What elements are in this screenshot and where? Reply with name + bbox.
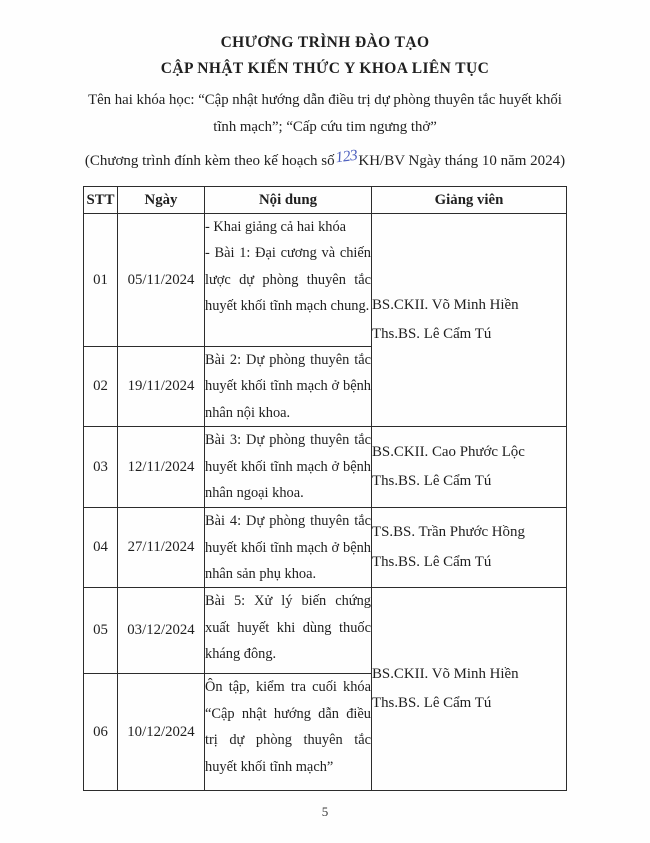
- content-line: Ôn tập, kiểm tra cuối khóa “Cập nhật hướng dẫn điều trị dự phòng thuyên tắc huyết khối tĩnh mạch”: [205, 679, 371, 775]
- date-cell: 12/11/2024: [118, 427, 205, 508]
- instructor-line: BS.CKII. Cao Phước Lộc: [372, 443, 525, 460]
- schedule-table-wrapper: [0, 186, 650, 791]
- instructor-line: Ths.BS. Lê Cẩm Tú: [372, 473, 492, 490]
- doc-title-line2: CẬP NHẬT KIẾN THỨC Y KHOA LIÊN TỤC: [160, 60, 490, 77]
- stt-cell: 03: [84, 427, 118, 508]
- content-line: Bài 2: Dự phòng thuyên tắc huyết khối tĩnh mạch ở bệnh nhân nội khoa.: [205, 352, 371, 421]
- course-names-paragraph: Tên hai khóa học: “Cập nhật hướng dẫn điều trị dự phòng thuyên tắc huyết khối tĩnh mạch”; “Cấp cứu tim ngưng thở”: [88, 92, 562, 135]
- date-cell: 03/12/2024: [118, 588, 205, 674]
- stt-cell: 05: [84, 588, 118, 674]
- content-line: Bài 4: Dự phòng thuyên tắc huyết khối tĩnh mạch ở bệnh nhân sản phụ khoa.: [205, 513, 371, 583]
- instructor-line: Ths.BS. Lê Cẩm Tú: [372, 695, 492, 712]
- instructor-cell: [372, 508, 567, 588]
- instructor-cell: [372, 214, 567, 427]
- content-cell: [205, 347, 372, 427]
- table-row: [84, 214, 567, 347]
- date-cell: 19/11/2024: [118, 347, 205, 427]
- plan-suffix: KH/BV Ngày tháng 10 năm 2024): [358, 153, 566, 169]
- plan-prefix: (Chương trình đính kèm theo kế hoạch số: [84, 153, 335, 169]
- col-header-content: Nội dung: [205, 187, 372, 214]
- page-number: 5: [321, 804, 329, 819]
- schedule-table: [83, 186, 567, 791]
- instructor-line: TS.BS. Trần Phước Hồng: [372, 524, 525, 541]
- content-line: Bài 5: Xử lý biến chứng xuất huyết khi dùng thuốc kháng đông.: [205, 593, 371, 663]
- content-cell: [205, 427, 372, 508]
- date-cell: 10/12/2024: [118, 674, 205, 791]
- instructor-line: Ths.BS. Lê Cẩm Tú: [372, 326, 492, 343]
- doc-title-line1: CHƯƠNG TRÌNH ĐÀO TẠO: [220, 34, 430, 51]
- table-header-row: [84, 187, 567, 214]
- instructor-cell: [372, 588, 567, 791]
- content-line: Bài 3: Dự phòng thuyên tắc huyết khối tĩnh mạch ở bệnh nhân ngoại khoa.: [205, 432, 371, 502]
- col-header-stt: STT: [84, 187, 118, 214]
- table-row: [84, 427, 567, 508]
- content-cell: [205, 214, 372, 347]
- content-line: - Bài 1: Đại cương và chiến lược dự phòng thuyên tắc huyết khối tĩnh mạch chung.: [205, 245, 371, 315]
- content-cell: [205, 588, 372, 674]
- date-cell: 05/11/2024: [118, 214, 205, 347]
- content-cell: [205, 674, 372, 791]
- document-title-block: [0, 30, 650, 82]
- stt-cell: 02: [84, 347, 118, 427]
- instructor-line: BS.CKII. Võ Minh Hiền: [372, 296, 519, 313]
- stt-cell: 04: [84, 508, 118, 588]
- col-header-instructor: Giảng viên: [372, 187, 567, 214]
- stt-cell: 06: [84, 674, 118, 791]
- stt-cell: 01: [84, 214, 118, 347]
- table-row: [84, 508, 567, 588]
- handwritten-plan-number: 123: [334, 146, 358, 167]
- instructor-line: BS.CKII. Võ Minh Hiền: [372, 665, 519, 682]
- col-header-date: Ngày: [118, 187, 205, 214]
- instructor-line: Ths.BS. Lê Cẩm Tú: [372, 553, 492, 570]
- instructor-cell: [372, 427, 567, 508]
- date-cell: 27/11/2024: [118, 508, 205, 588]
- content-line: - Khai giảng cả hai khóa: [205, 219, 347, 235]
- plan-reference-line: [0, 147, 650, 175]
- content-cell: [205, 508, 372, 588]
- table-row: [84, 588, 567, 674]
